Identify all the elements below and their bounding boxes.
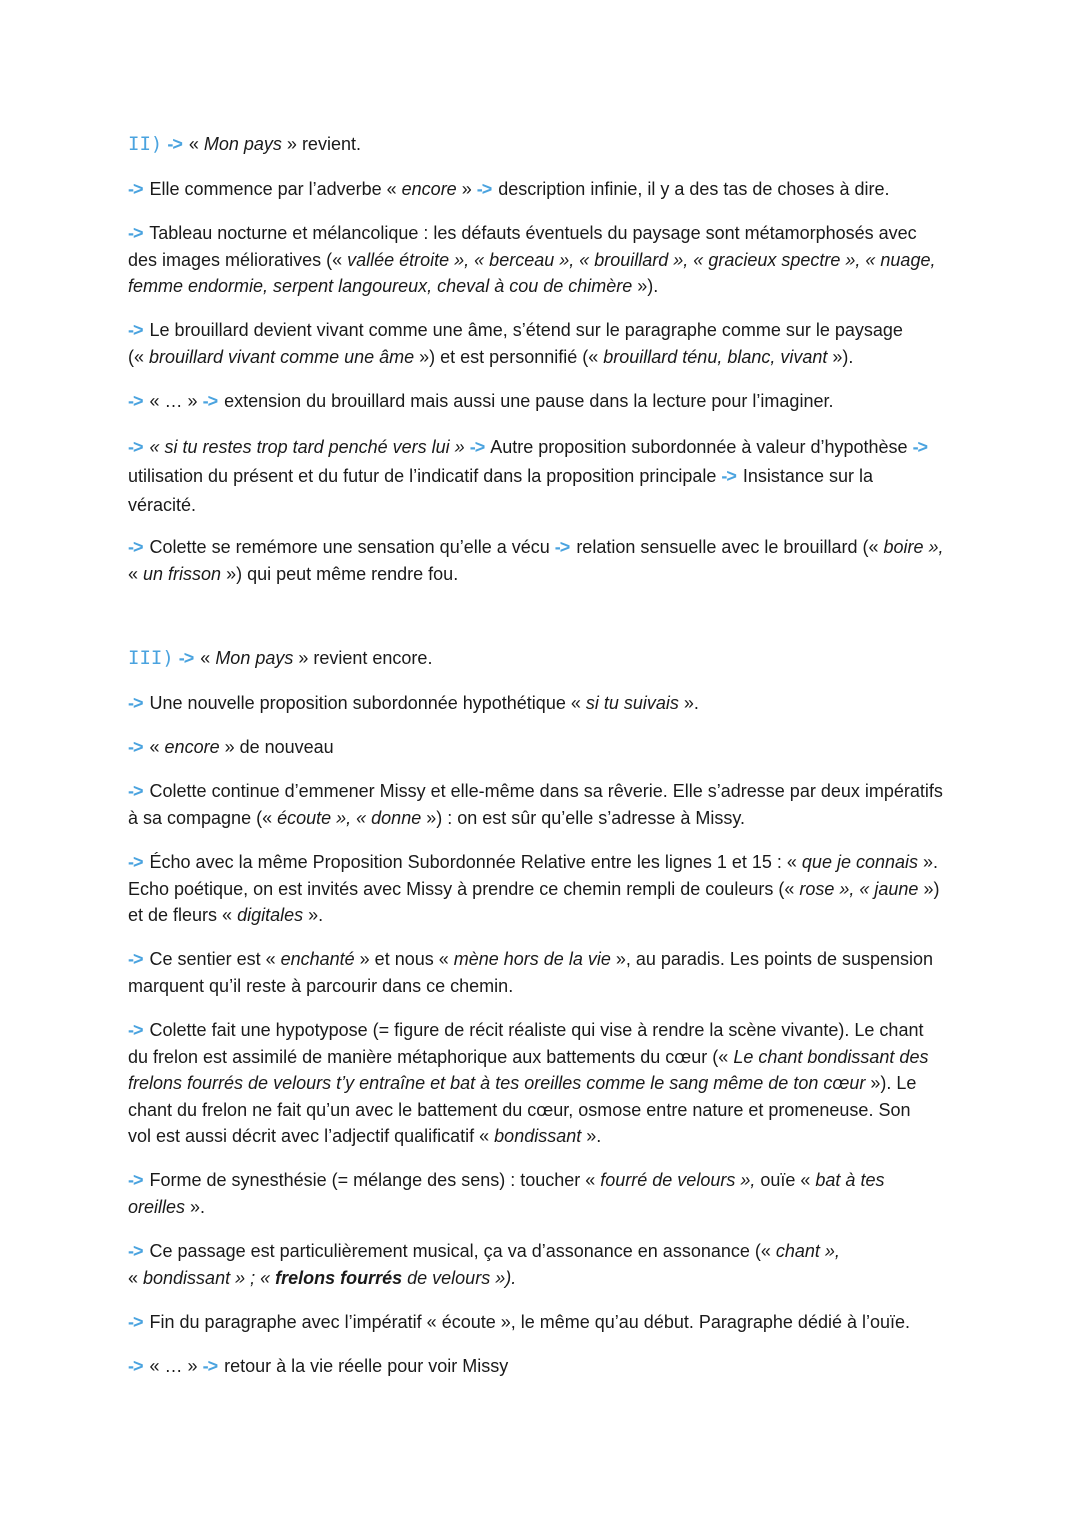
section-heading-3: III) -> « Mon pays » revient encore. [128, 647, 433, 669]
paragraph: -> « si tu restes trop tard penché vers lui » -> Autre proposition subordonnée à valeur d’hypothèse -> utilisation du présent et du futur de l’indicatif dans la proposition principale -> Insistance sur la véracité. [128, 437, 928, 515]
paragraph: -> Colette continue d’emmener Missy et elle-même dans sa rêverie. Elle s’adresse par deux impératifs à sa compagne (« écoute », « donne ») : on est sûr qu’elle s’adresse à Missy. [128, 781, 943, 828]
section-numeral: II) [128, 133, 163, 155]
paragraph: -> « encore » de nouveau [128, 737, 334, 757]
arrow-icon: -> [476, 179, 492, 199]
arrow-icon: -> [128, 1241, 143, 1261]
arrow-icon: -> [167, 134, 182, 154]
paragraph: -> « … » -> retour à la vie réelle pour voir Missy [128, 1356, 509, 1376]
arrow-icon: -> [128, 949, 143, 969]
arrow-icon: -> [202, 391, 218, 411]
arrow-icon: -> [128, 737, 143, 757]
arrow-icon: -> [128, 320, 143, 340]
section-heading-2: II) -> « Mon pays » revient. [128, 133, 361, 155]
arrow-icon: -> [128, 223, 143, 243]
arrow-icon: -> [128, 179, 143, 199]
arrow-icon: -> [469, 437, 485, 457]
paragraph: -> Le brouillard devient vivant comme une âme, s’étend sur le paragraphe comme sur le paysage (« brouillard vivant comme une âme ») et est personnifié (« brouillard ténu, blanc, vivant »). [128, 320, 903, 367]
arrow-icon: -> [721, 466, 736, 486]
arrow-icon: -> [178, 648, 194, 668]
arrow-icon: -> [128, 537, 143, 557]
paragraph: -> Une nouvelle proposition subordonnée hypothétique « si tu suivais ». [128, 693, 699, 713]
paragraph: -> Forme de synesthésie (= mélange des sens) : toucher « fourré de velours », ouïe « bat à tes oreilles ». [128, 1170, 885, 1217]
arrow-icon: -> [128, 781, 143, 801]
arrow-icon: -> [128, 1170, 143, 1190]
arrow-icon: -> [554, 537, 570, 557]
paragraph: -> Ce sentier est « enchanté » et nous « mène hors de la vie », au paradis. Les points de suspension marquent qu’il reste à parcourir dans ce chemin. [128, 949, 934, 996]
paragraph: -> Fin du paragraphe avec l’impératif « écoute », le même qu’au début. Paragraphe dédié à l’ouïe. [128, 1312, 911, 1332]
paragraph: -> Colette se remémore une sensation qu’elle a vécu -> relation sensuelle avec le brouillard (« boire », « un frisson ») qui peut même rendre fou. [128, 537, 944, 584]
paragraph: -> Elle commence par l’adverbe « encore » -> description infinie, il y a des tas de choses à dire. [128, 179, 890, 199]
arrow-icon: -> [128, 437, 143, 457]
arrow-icon: -> [912, 437, 928, 457]
arrow-icon: -> [128, 693, 143, 713]
section-numeral: III) [128, 647, 174, 669]
arrow-icon: -> [128, 852, 143, 872]
paragraph: -> Ce passage est particulièrement musical, ça va d’assonance en assonance (« chant », « bondissant » ; « frelons fourrés de velours »). [128, 1241, 840, 1288]
arrow-icon: -> [202, 1356, 218, 1376]
arrow-icon: -> [128, 391, 143, 411]
arrow-icon: -> [128, 1312, 143, 1332]
paragraph: -> Tableau nocturne et mélancolique : les défauts éventuels du paysage sont métamorphosés avec des images mélioratives (« vallée étroite », « berceau », « brouillard », « gracieux spectre », « nuage, femme endormie, serpent langoureux, cheval à cou de chimère »). [128, 223, 936, 296]
arrow-icon: -> [128, 1020, 143, 1040]
paragraph: -> Colette fait une hypotypose (= figure de récit réaliste qui vise à rendre la scène vivante). Le chant du frelon est assimilé de manière métaphorique aux battements du cœur (« Le chant bondissant des frelons fourrés de velours t’y entraîne et bat à tes oreilles comme le sang même de ton cœur »). Le chant du frelon ne fait qu’un avec le battement du cœur, osmose entre nature et promeneuse. Son vol est aussi décrit avec l’adjectif qualificatif « bondissant ». [128, 1020, 929, 1146]
paragraph: -> Écho avec la même Proposition Subordonnée Relative entre les lignes 1 et 15 : « que je connais ». Echo poétique, on est invités avec Missy à prendre ce chemin rempli de couleurs (« rose », « jaune ») et de fleurs « digitales ». [128, 852, 940, 925]
paragraph: -> « … » -> extension du brouillard mais aussi une pause dans la lecture pour l’imaginer. [128, 391, 834, 411]
arrow-icon: -> [128, 1356, 143, 1376]
